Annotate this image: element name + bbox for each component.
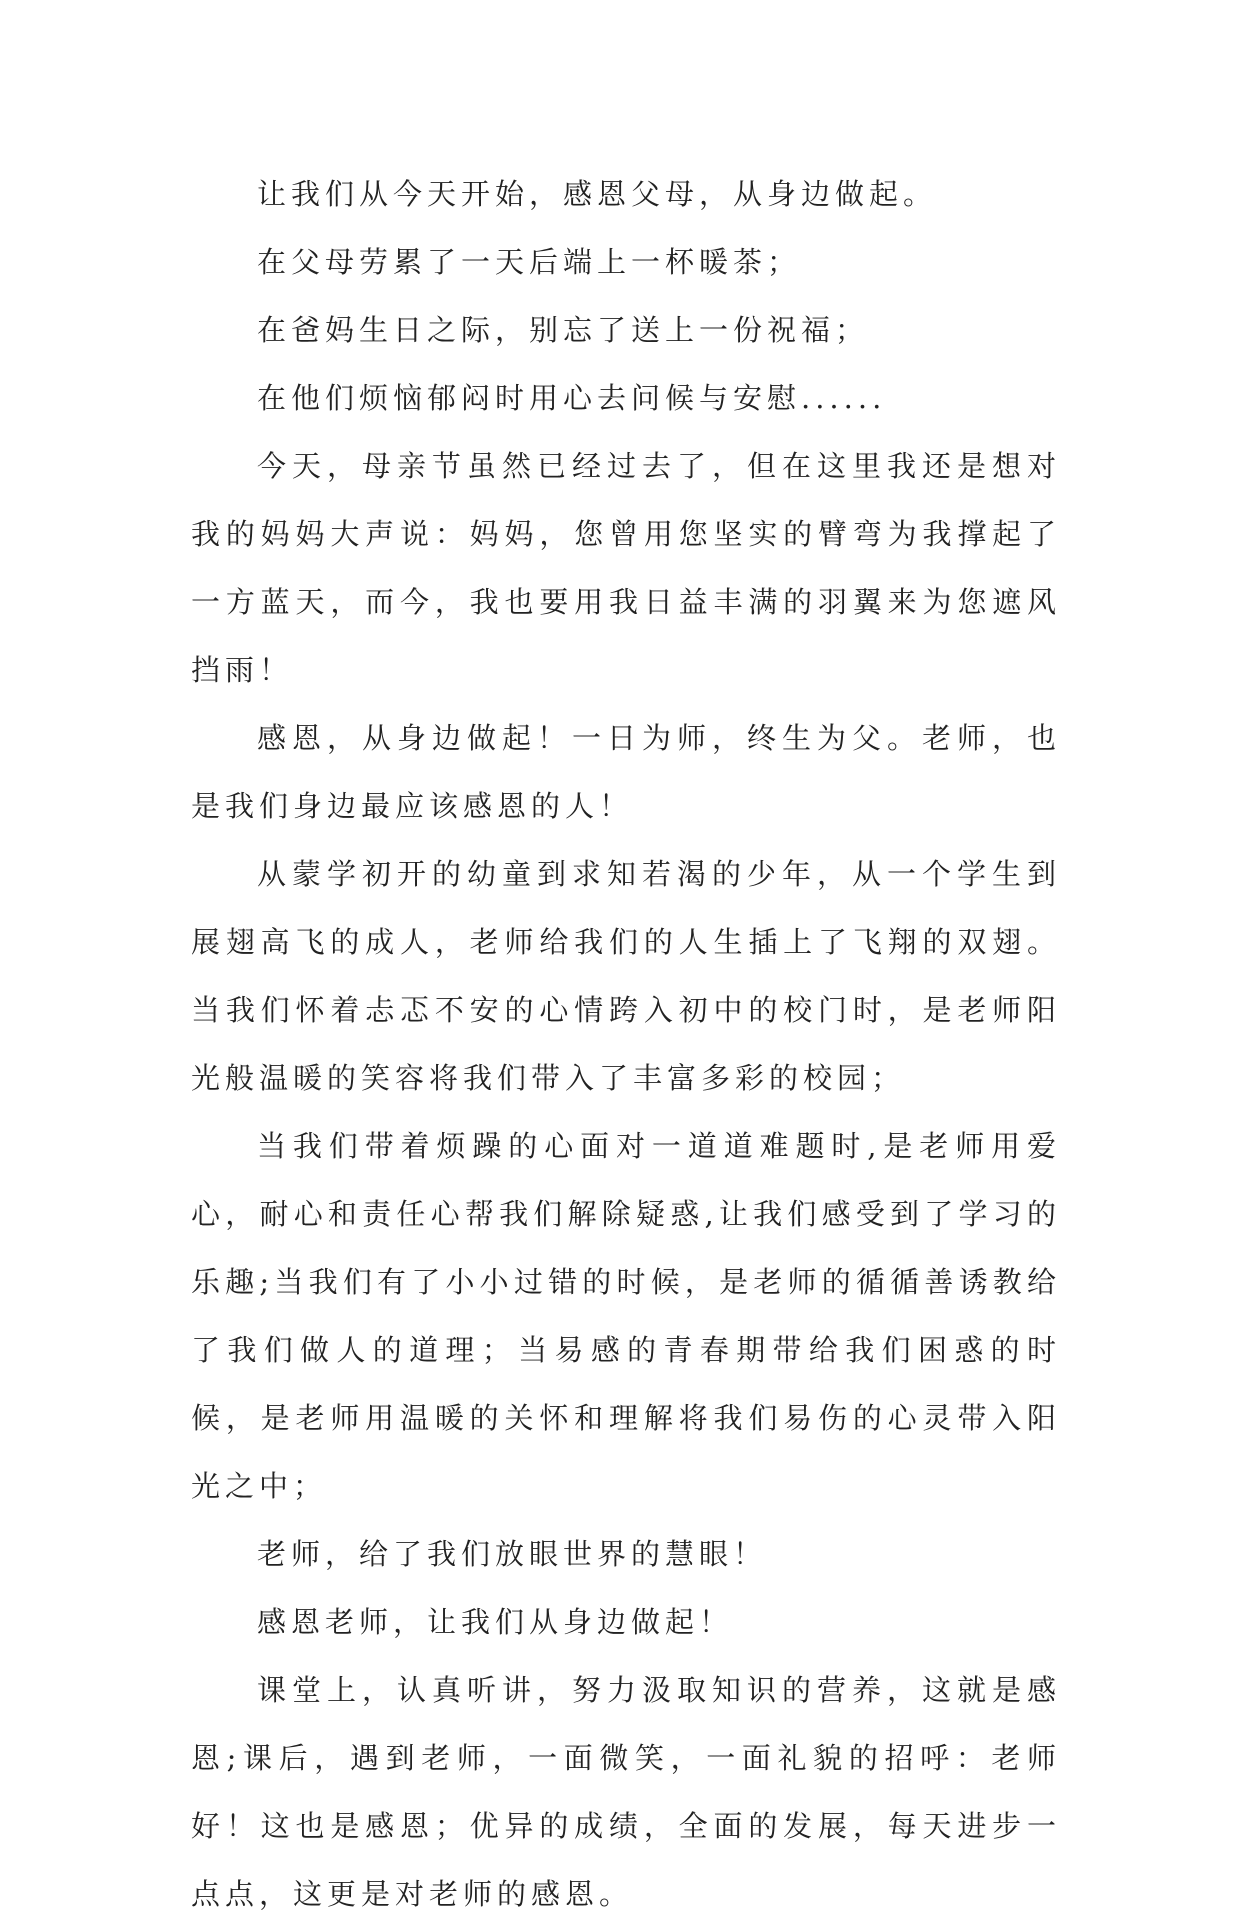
paragraph: 感恩，从身边做起！一日为师，终生为父。老师，也是我们身边最应该感恩的人！ xyxy=(191,721,1061,823)
paragraph: 从蒙学初开的幼童到求知若渴的少年，从一个学生到展翅高飞的成人，老师给我们的人生插上了飞翔的双翅。当我们怀着忐忑不安的心情跨入初中的校门时，是老师阳光般温暖的笑容将我们带入了丰富多彩的校园； xyxy=(191,857,1061,1095)
paragraph: 当我们带着烦躁的心面对一道道难题时,是老师用爱心，耐心和责任心帮我们解除疑惑,让我们感受到了学习的乐趣;当我们有了小小过错的时候，是老师的循循善诱教给了我们做人的道理；当易感的青春期带给我们困惑的时候，是老师用温暖的关怀和理解将我们易伤的心灵带入阳光之中； xyxy=(191,1129,1061,1503)
paragraph: 在父母劳累了一天后端上一杯暖茶； xyxy=(257,245,802,279)
paragraph: 让我们从今天开始，感恩父母，从身边做起。 xyxy=(257,177,938,211)
paragraph: 课堂上，认真听讲，努力汲取知识的营养，这就是感恩;课后，遇到老师，一面微笑，一面礼貌的招呼：老师好！这也是感恩；优异的成绩，全面的发展，每天进步一点点，这更是对老师的感恩。 xyxy=(191,1673,1061,1911)
paragraph: 感恩老师，让我们从身边做起！ xyxy=(257,1605,734,1639)
paragraph: 今天，母亲节虽然已经过去了，但在这里我还是想对我的妈妈大声说：妈妈，您曾用您坚实的臂弯为我撑起了一方蓝天，而今，我也要用我日益丰满的羽翼来为您遮风挡雨！ xyxy=(191,449,1061,687)
document-body xyxy=(191,160,1061,1928)
paragraph: 在爸妈生日之际，别忘了送上一份祝福； xyxy=(257,313,870,347)
paragraph: 在他们烦恼郁闷时用心去问候与安慰...... xyxy=(257,381,887,415)
paragraph: 老师，给了我们放眼世界的慧眼！ xyxy=(257,1537,768,1571)
